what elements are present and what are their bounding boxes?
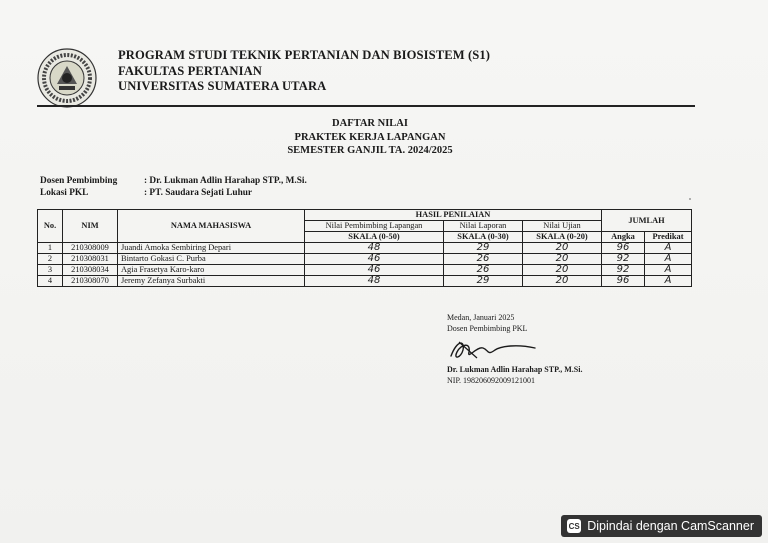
row-no: 3	[38, 265, 63, 276]
camscanner-watermark	[561, 515, 762, 537]
title-line-2: PRAKTEK KERJA LAPANGAN	[294, 131, 446, 143]
row-pembimbing: 48	[305, 276, 444, 287]
document-title	[0, 117, 740, 158]
row-nama: Juandi Amoka Sembiring Depari	[118, 243, 305, 254]
row-laporan: 26	[444, 265, 523, 276]
row-nama: Jeremy Zefanya Surbakti	[118, 276, 305, 287]
row-laporan: 26	[444, 254, 523, 265]
header-jumlah: JUMLAH	[602, 210, 692, 232]
place-date: Medan, Januari 2025	[447, 313, 515, 322]
table-row	[38, 243, 692, 254]
row-no: 1	[38, 243, 63, 254]
header-hasil-penilaian: HASIL PENILAIAN	[305, 210, 602, 221]
table-row	[38, 276, 692, 287]
header-angka: Angka	[602, 232, 645, 243]
header-no: No.	[38, 210, 63, 243]
institution-header	[118, 48, 490, 95]
title-line-3: SEMESTER GANJIL TA. 2024/2025	[287, 145, 453, 156]
row-ujian: 20	[523, 276, 602, 287]
row-ujian: 20	[523, 243, 602, 254]
row-ujian: 20	[523, 265, 602, 276]
program-name: PROGRAM STUDI TEKNIK PERTANIAN DAN BIOSISTEM (S1)	[118, 48, 491, 62]
title-line-1: DAFTAR NILAI	[332, 118, 408, 129]
row-predikat: A	[645, 276, 692, 287]
faculty-name: FAKULTAS PERTANIAN	[118, 63, 262, 78]
row-nim: 210308031	[63, 254, 118, 265]
row-pembimbing: 46	[305, 254, 444, 265]
university-name: UNIVERSITAS SUMATERA UTARA	[118, 79, 327, 93]
row-predikat: A	[645, 243, 692, 254]
dosen-label: Dosen Pembimbing	[40, 176, 118, 186]
row-pembimbing: 48	[305, 243, 444, 254]
row-nama: Bintarto Gokasi C. Purba	[118, 254, 305, 265]
table-row	[38, 254, 692, 265]
university-logo-icon	[37, 48, 97, 108]
camscanner-logo-icon: CS	[567, 519, 581, 533]
row-predikat: A	[645, 265, 692, 276]
row-nama: Agia Frasetya Karo-karo	[118, 265, 305, 276]
signer-name: Dr. Lukman Adlin Harahap STP., M.Si.	[447, 365, 583, 374]
lokasi-label: Lokasi PKL	[40, 188, 89, 198]
row-no: 2	[38, 254, 63, 265]
header-nim: NIM	[63, 210, 118, 243]
header-ujian-scale: SKALA (0-20)	[523, 232, 602, 243]
signer-nip: NIP. 198206092009121001	[447, 376, 536, 385]
signer-role: Dosen Pembimbing PKL	[447, 324, 528, 333]
row-pembimbing: 46	[305, 265, 444, 276]
row-angka: 96	[602, 243, 645, 254]
scan-speck	[689, 198, 691, 200]
row-angka: 92	[602, 254, 645, 265]
header-nama: NAMA MAHASISWA	[118, 210, 305, 243]
header-pembimbing-scale: SKALA (0-50)	[305, 232, 444, 243]
row-ujian: 20	[523, 254, 602, 265]
lokasi-value: : PT. Saudara Sejati Luhur	[144, 188, 253, 198]
row-nim: 210308034	[63, 265, 118, 276]
header-laporan: Nilai Laporan	[444, 221, 523, 232]
row-predikat: A	[645, 254, 692, 265]
dosen-value: : Dr. Lukman Adlin Harahap STP., M.Si.	[144, 176, 307, 186]
header-predikat: Predikat	[645, 232, 692, 243]
table-row	[38, 265, 692, 276]
row-nim: 210308070	[63, 276, 118, 287]
header-ujian: Nilai Ujian	[523, 221, 602, 232]
grades-table	[37, 209, 692, 287]
row-laporan: 29	[444, 276, 523, 287]
header-divider	[37, 105, 695, 107]
header-pembimbing: Nilai Pembimbing Lapangan	[305, 221, 444, 232]
row-angka: 96	[602, 276, 645, 287]
handwritten-signature-icon	[447, 336, 537, 364]
watermark-label: Dipindai dengan CamScanner	[587, 519, 754, 533]
row-laporan: 29	[444, 243, 523, 254]
row-angka: 92	[602, 265, 645, 276]
row-no: 4	[38, 276, 63, 287]
document-meta	[40, 175, 307, 199]
header-laporan-scale: SKALA (0-30)	[444, 232, 523, 243]
row-nim: 210308009	[63, 243, 118, 254]
